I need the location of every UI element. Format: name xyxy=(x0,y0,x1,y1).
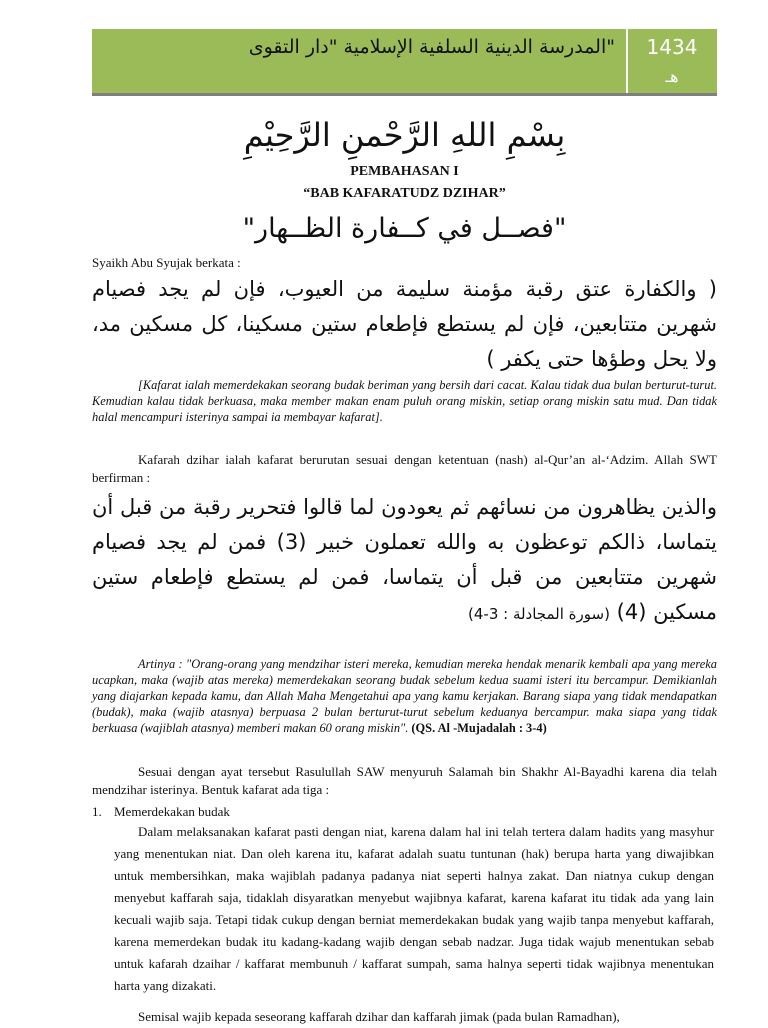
translation-2-text: Artinya : "Orang-orang yang mendzihar isteri mereka, kemudian mereka hendak menarik kembali apa yang mereka ucapkan, maka (wajib atas mereka) memerdekakan seorang budak sebelum kedua suami isteri itu bercampur. Demikianlah yang diajarkan kepada kamu, dan Allah Maha Mengetahui apa yang kamu kerjakan. Barang siapa yang tidak mendapatkan (budak), maka (wajib atasnya) berpuasa 2 bulan berturut-turut sebelum keduanya bercampur. maka siapa yang tidak berkuasa (wajiblah atasnya) memberi makan 60 orang miskin". xyxy=(92,657,717,735)
heading-bab: “BAB KAFARATUDZ DZIHAR” xyxy=(303,186,506,201)
paragraph-3: Dalam melaksanakan kafarat pasti dengan niat, karena dalam hal ini telah tertera dalam hadits yang masyhur yang menentukan niat. Dan oleh karena itu, kafarat adalah suatu tuntunan (hak) berupa harta yang diwajibkan untuk membersihkan, maka wajiblah padanya padanya niat seperti halnya zakat. Dan niatnya cukup dengan menyebut kaffarah saja, tidaklah disyaratkan menyebut wajibnya kafarat, karena kafarat itu tidak ada yang lain kecuali wajib saja. Tetapi tidak cukup dengan berniat memerdekakan budak yang wajib tanpa menyebut kaffarah, karena memerdekan budak itu kadang-kadang wajib dengan sebab nadzar. Juga tidak wajub menentukan sebab untuk kafarah dzaihar / kaffarat membunuh / kaffarat sumpah, sama halnya seperti tidak wajibnya menentukan harta yang dizakati. xyxy=(114,824,714,993)
intro-line: Syaikh Abu Syujak berkata : xyxy=(92,255,241,270)
header-title: "المدرسة الدينية السلفية الإسلامية "دار التقوى xyxy=(248,36,615,58)
list-item-1-number: 1. xyxy=(92,804,102,819)
arabic-quote-1: ( والكفارة عتق رقبة مؤمنة سليمة من العيوب، فإن لم يجد فصيام شهرين متتابعين، فإن لم يستطع فإطعام ستين مسكينا، كل مسكين مد، ولا يحل وطؤها حتى يكفر ) xyxy=(92,277,717,371)
surah-reference: (سورة المجادلة : 3-4) xyxy=(467,605,610,623)
list-item-1-label: Memerdekakan budak xyxy=(114,804,230,819)
arabic-chapter-title: "فصــل في كــفارة الظــهار" xyxy=(242,213,567,244)
basmala: بِسْمِ اللهِ الرَّحْمنِ الرَّحِيْمِ xyxy=(243,116,566,154)
arabic-quote-2 xyxy=(92,490,717,632)
translation-2-reference: (QS. Al -Mujadalah : 3-4) xyxy=(411,721,547,735)
header-divider xyxy=(626,29,628,93)
document-header xyxy=(92,29,717,93)
paragraph-2: Sesuai dengan ayat tersebut Rasulullah SAW menyuruh Salamah bin Shakhr Al-Bayadhi karena dia telah mendzihar isterinya. Bentuk kafarat ada tiga : xyxy=(92,764,717,797)
translation-2 xyxy=(92,656,717,736)
translation-1: [Kafarat ialah memerdekakan seorang budak beriman yang bersih dari cacat. Kalau tidak dua bulan berturut-turut. Kemudian kalau tidak berkuasa, maka member makan enam puluh orang miskin, setiap orang miskin satu mud. Dan tidak halal mencampuri isterinya sampai ia membayar kafarat]. xyxy=(92,378,717,424)
header-year-suffix: هـ xyxy=(665,67,679,86)
header-underline xyxy=(92,93,717,96)
list-item-1 xyxy=(92,803,717,821)
arabic-quote-2-text: والذين يظاهرون من نسائهم ثم يعودون لما قالوا فتحرير رقبة من قبل أن يتماسا، ذالكم توعظون به والله تعملون خبير (3) فمن لم يجد فصيام شهرين متتابعين من قبل أن يتماسا، فمن لم يستطع فإطعام ستين مسكين (4) xyxy=(92,495,718,624)
heading-pembahasan: PEMBAHASAN I xyxy=(350,164,459,179)
paragraph-1: Kafarah dzihar ialah kafarat berurutan sesuai dengan ketentuan (nash) al-Qur’an al-‘Adzim. Allah SWT berfirman : xyxy=(92,452,717,485)
header-year: 1434 xyxy=(646,35,698,59)
paragraph-4: Semisal wajib kepada seseorang kaffarah dzihar dan kaffarah jimak (pada bulan Ramadhan), xyxy=(138,1009,620,1024)
